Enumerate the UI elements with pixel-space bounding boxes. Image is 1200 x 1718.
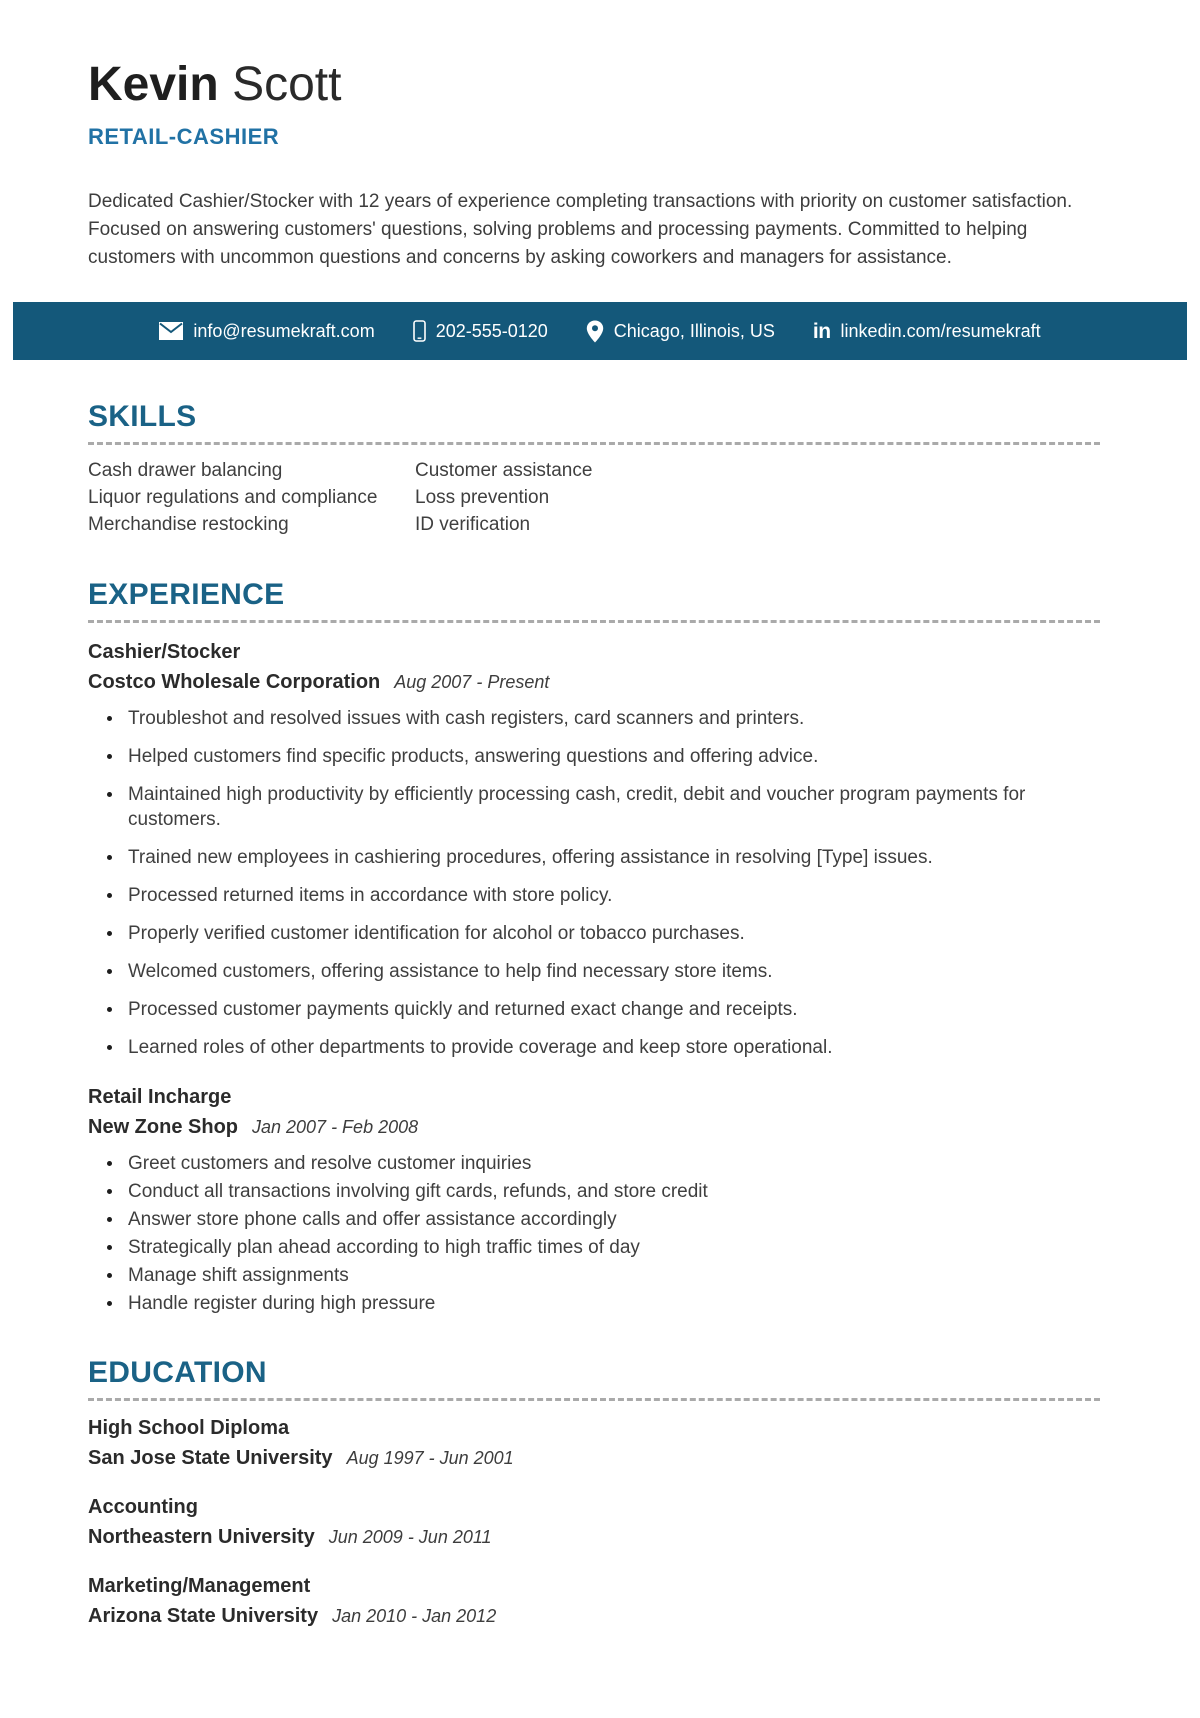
education-entry [88, 1575, 1100, 1628]
company-name: New Zone Shop [88, 1116, 238, 1139]
location-pin-icon [586, 320, 604, 343]
education-heading: EDUCATION [88, 1356, 267, 1390]
school-line [88, 1526, 1100, 1549]
contact-location [586, 320, 775, 343]
education-dates: Jun 2009 - Jun 2011 [328, 1527, 492, 1548]
linkedin-icon: in [812, 319, 831, 343]
phone-icon [413, 320, 426, 342]
header [0, 0, 1200, 272]
experience-section [0, 578, 1200, 1316]
job-bullet-list [88, 706, 1074, 1060]
contact-linkedin[interactable] [813, 321, 1041, 342]
experience-entry [88, 1086, 1100, 1316]
school-name: Northeastern University [88, 1526, 315, 1549]
skills-section [0, 400, 1200, 538]
job-bullet: • Greet customers and resolve customer inquiries [124, 1151, 1074, 1176]
job-dates: Jan 2007 - Feb 2008 [252, 1117, 419, 1138]
job-role: Retail Incharge [88, 1086, 232, 1109]
last-name: Scott [232, 58, 342, 111]
school-line [88, 1447, 1100, 1470]
contact-email[interactable] [159, 321, 374, 342]
school-name: San Jose State University [88, 1447, 333, 1470]
education-dates: Jan 2010 - Jan 2012 [332, 1606, 497, 1627]
job-bullet: • Learned roles of other departments to provide coverage and keep store operational. [124, 1035, 1074, 1060]
contact-linkedin-text: linkedin.com/resumekraft [840, 320, 1041, 341]
contact-email-text: info@resumekraft.com [193, 320, 375, 341]
contact-location-text: Chicago, Illinois, US [613, 320, 775, 341]
skills-column-2 [415, 457, 1100, 538]
contact-phone [413, 320, 548, 342]
job-bullet: • Strategically plan ahead according to high traffic times of day [124, 1235, 1074, 1260]
company-name: Costco Wholesale Corporation [88, 671, 381, 694]
experience-heading: EXPERIENCE [88, 578, 285, 612]
education-section [0, 1356, 1200, 1628]
person-name [88, 60, 1100, 110]
job-dates: Aug 2007 - Present [394, 672, 550, 693]
first-name: Kevin [88, 58, 219, 111]
skill-item: Loss prevention [415, 487, 550, 509]
degree-name: High School Diploma [88, 1417, 290, 1440]
degree-name: Accounting [88, 1496, 198, 1519]
skill-item: Liquor regulations and compliance [88, 487, 378, 509]
education-entry [88, 1417, 1100, 1470]
bottom-whitespace [0, 1628, 1200, 1718]
job-role: Cashier/Stocker [88, 641, 241, 664]
job-bullet: • Helped customers find specific products, answering questions and offering advice. [124, 744, 1074, 769]
skill-item: ID verification [415, 514, 531, 536]
job-bullet: • Welcomed customers, offering assistance to help find necessary store items. [124, 959, 1074, 984]
section-divider [88, 620, 1100, 623]
degree-name: Marketing/Management [88, 1575, 311, 1598]
job-title: RETAIL-CASHIER [88, 124, 280, 150]
school-name: Arizona State University [88, 1605, 319, 1628]
job-bullet: • Manage shift assignments [124, 1263, 1074, 1288]
skills-column-1 [88, 457, 415, 538]
contact-bar [13, 302, 1187, 360]
email-icon [159, 322, 183, 340]
job-bullet: • Troubleshot and resolved issues with cash registers, card scanners and printers. [124, 706, 1074, 731]
job-bullet: • Maintained high productivity by efficiently processing cash, credit, debit and voucher program payments for customers. [124, 782, 1074, 832]
company-line [88, 671, 1100, 694]
education-dates: Aug 1997 - Jun 2001 [346, 1448, 514, 1469]
job-bullet: • Processed customer payments quickly and returned exact change and receipts. [124, 997, 1074, 1022]
company-line [88, 1116, 1100, 1139]
section-divider [88, 442, 1100, 445]
job-bullet: • Trained new employees in cashiering procedures, offering assistance in resolving [Type] issues. [124, 845, 1074, 870]
skills-list [88, 457, 1100, 538]
skill-item: Customer assistance [415, 460, 593, 482]
section-divider [88, 1398, 1100, 1401]
education-entry [88, 1496, 1100, 1549]
job-bullet: • Processed returned items in accordance with store policy. [124, 883, 1074, 908]
skill-item: Merchandise restocking [88, 514, 289, 536]
experience-entry [88, 641, 1100, 1060]
job-bullet-list [88, 1151, 1074, 1316]
job-bullet: • Conduct all transactions involving gift cards, refunds, and store credit [124, 1179, 1074, 1204]
skills-heading: SKILLS [88, 400, 197, 434]
job-bullet: • Handle register during high pressure [124, 1291, 1074, 1316]
skill-item: Cash drawer balancing [88, 460, 283, 482]
job-bullet: • Answer store phone calls and offer assistance accordingly [124, 1207, 1074, 1232]
job-bullet: • Properly verified customer identification for alcohol or tobacco purchases. [124, 921, 1074, 946]
contact-phone-text: 202-555-0120 [435, 320, 548, 341]
summary-text: Dedicated Cashier/Stocker with 12 years of experience completing transactions with priority on customer satisfaction. Focused on answering customers' questions, solving problems and processing payments. Committed to helping customers with uncommon questions and concerns by asking coworkers and managers for assistance. [88, 191, 1073, 269]
school-line [88, 1605, 1100, 1628]
